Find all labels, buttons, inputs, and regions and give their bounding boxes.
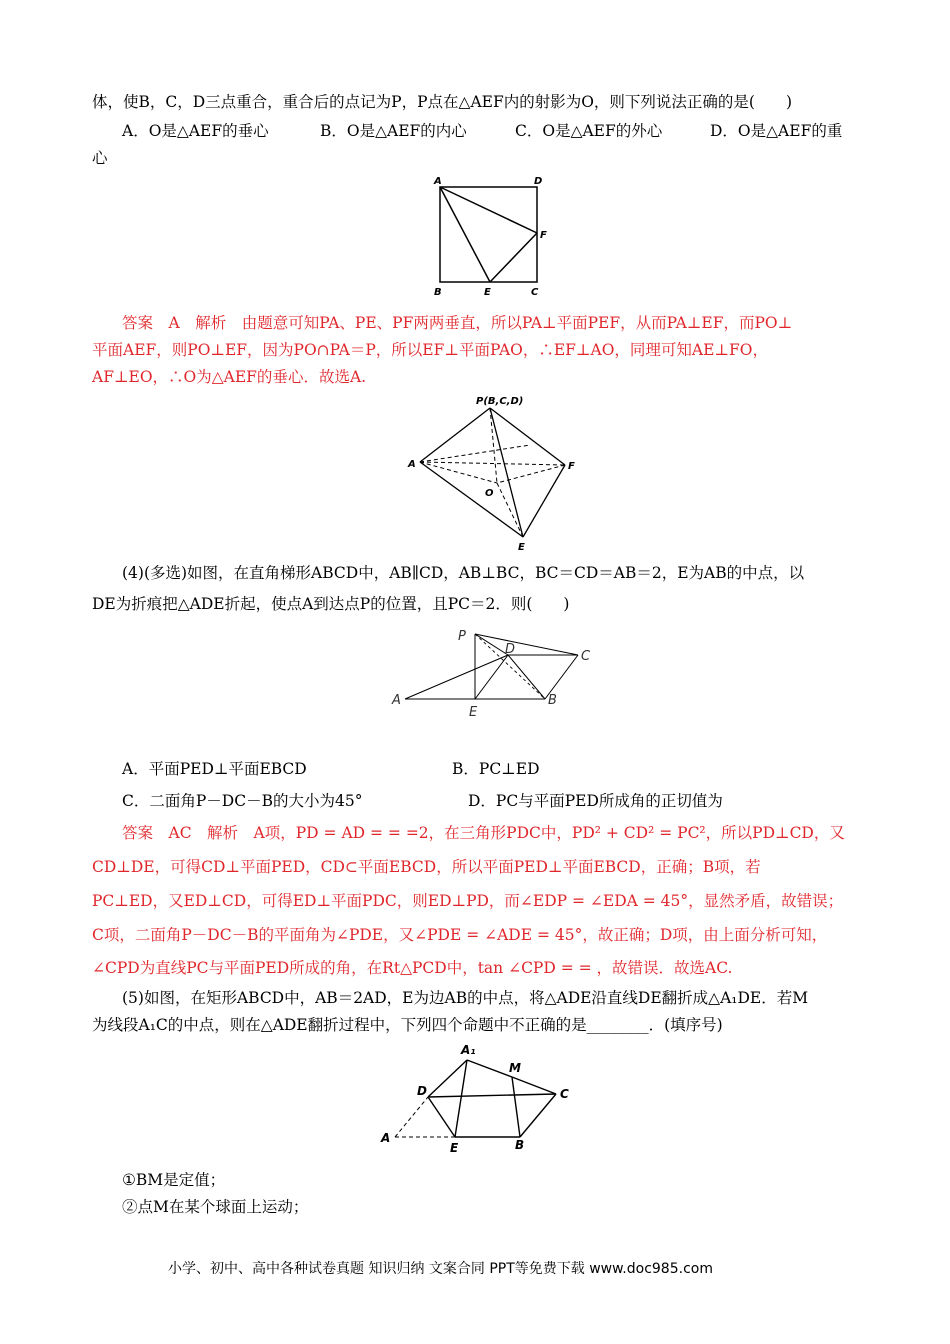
q4-stem-line-1: (4)(多选)如图，在直角梯形ABCD中，AB∥CD，AB⊥BC，BC＝CD＝AB＝2，E为AB的中点，以 [122,564,805,582]
fig2-label-p: P(B,C,D) [476,396,524,407]
q3-figure-square [420,170,560,300]
fig1-label-e: E [484,287,491,298]
q3-answer-line-2: 平面AEF，则PO⊥EF，因为PO∩PA＝P，所以EF⊥平面PAO，∴EF⊥AO，同理可知AE⊥FO， [92,341,768,359]
q3-option-a: A．O是△AEF的垂心 [122,122,269,140]
fig3-label-b: B [548,693,557,708]
q4-option-b: B．PC⊥ED [452,760,540,778]
fig2-label-f: F [568,461,575,472]
q3-option-d-cont: 心 [92,149,108,167]
fig3-label-a: A [392,693,401,708]
q3-option-d: D．O是△AEF的重 [710,122,843,140]
fig2-label-o: O [485,488,494,499]
fig4-label-a1: A₁ [461,1043,476,1057]
q3-answer-line-3: AF⊥EO，∴O为△AEF的垂心．故选A. [92,368,367,386]
q4-stem-line-2: DE为折痕把△ADE折起，使点A到达点P的位置，且PC＝2．则( ) [92,595,570,613]
q4-option-a: A．平面PED⊥平面EBCD [122,760,307,778]
q5-stem-line-2: 为线段A₁C的中点，则在△ADE翻折过程中，下列四个命题中不正确的是________．(填序号) [92,1016,723,1034]
fig2-label-e: E [518,542,525,553]
q4-answer-line-4: C项，二面角P－DC－B的平面角为∠PDE，又∠PDE = ∠ADE = 45°，故正确；D项，由上面分析可知， [92,926,828,944]
fig4-label-c: C [560,1087,569,1101]
q4-answer-line-2: CD⊥DE，可得CD⊥平面PED，CD⊂平面EBCD，所以平面PED⊥平面EBCD，正确；B项，若 [92,858,761,876]
q4-figure [385,622,595,722]
fig4-label-b: B [515,1138,525,1152]
fig2-label-a: A [408,459,416,470]
q5-stem-line-1: (5)如图，在矩形ABCD中，AB＝2AD，E为边AB的中点，将△ADE沿直线DE翻折成△A₁DE．若M [122,989,809,1007]
q4-answer-line-1: 答案 AC 解析 A项，PD = AD = = =2，在三角形PDC中，PD² + CD² = PC²，所以PD⊥CD，又 [122,824,845,842]
fig1-label-c: C [531,287,539,298]
q5-item-2: ②点M在某个球面上运动； [122,1198,309,1216]
q3-answer-line-1: 答案 A 解析 由题意可知PA、PE、PF两两垂直，所以PA⊥平面PEF，从而PA⊥EF，而PO⊥ [122,314,793,332]
fig3-label-p: P [458,629,466,644]
fig4-label-d: D [417,1084,427,1098]
fig4-label-a: A [381,1131,391,1145]
fig1-label-b: B [434,287,442,298]
fig1-label-d: D [534,176,543,187]
fig3-label-c: C [581,649,591,664]
fig1-label-f: F [540,230,547,241]
q4-option-c: C．二面角P－DC－B的大小为45° [122,792,363,810]
fig4-label-e: E [450,1141,459,1155]
q3-figure-pyramid [400,390,590,555]
q5-item-1: ①BM是定值； [122,1171,226,1189]
q4-option-d: D．PC与平面PED所成角的正切值为 [468,792,723,810]
q4-answer-line-3: PC⊥ED，又ED⊥CD，可得ED⊥平面PDC，则ED⊥PD，而∠EDP = ∠EDA = 45°，显然矛盾，故错误； [92,892,844,910]
fig3-label-e: E [469,705,478,720]
q3-option-c: C．O是△AEF的外心 [515,122,663,140]
q3-stem: 体，使B，C，D三点重合，重合后的点记为P，P点在△AEF内的射影为O，则下列说法正确的是( ) [92,93,793,111]
q5-figure [375,1040,585,1160]
fig4-label-m: M [509,1061,521,1075]
page-footer: 小学、初中、高中各种试卷真题 知识归纳 文案合同 PPT等免费下载 www.doc985.com [168,1261,713,1277]
q4-answer-line-5: ∠CPD为直线PC与平面PED所成的角，在Rt△PCD中，tan ∠CPD = = ，故错误．故选AC. [92,959,733,977]
q3-option-b: B．O是△AEF的内心 [320,122,467,140]
fig3-label-d: D [505,642,516,657]
fig1-label-a: A [434,176,442,187]
